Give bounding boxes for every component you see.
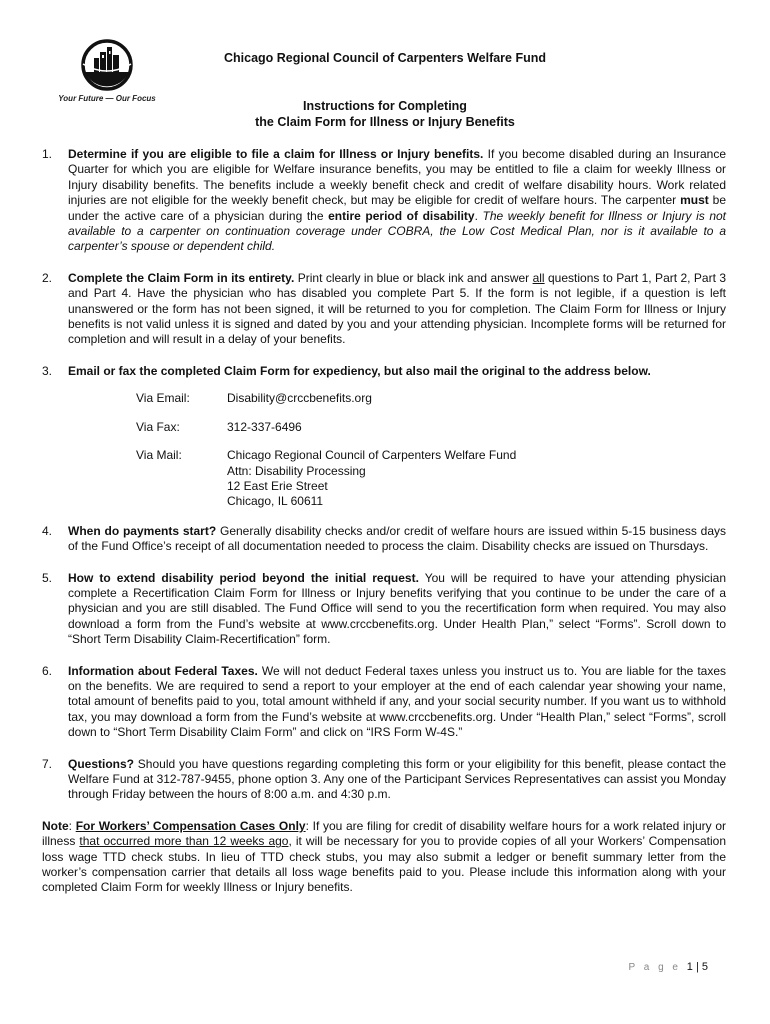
item-number: 1. (42, 147, 53, 161)
item-text: Print clearly in blue or black ink and answer (294, 270, 533, 285)
note-text: : If you are filing for credit of disability welfare hours for a work related injury or illness (42, 818, 726, 849)
item-text: If you become disabled during an Insurance Quarter for which you are eligible for Welfare insurance benefits, you may be entitled to file a claim for weekly Illness or Injury disability benefits. The benefits include a weekly benefit check and credit of welfare disability hours. Work related injuries are not eligible for the weekly benefit check, but may be eligible for credit of welfare hours. The carpenter (68, 147, 726, 208)
item-text: You will be required to have your attending physician complete a Recertification Claim Form for Illness or Injury benefits verifying that you continue to be under the care of a physician and you are still disabled. The Fund Office will send to you the recertification form when required. You may also download a form from the Fund’s website at www.crccbenefits.org. Under Health Plan,” select “Forms”. Scroll down to “Short Term Disability Claim-Recertification” form. (68, 570, 727, 647)
cobra-note: The weekly benefit for Illness or Injury is not available to a carpenter on continuation coverage under COBRA, the Low Cost Medical Plan, nor is it available to a carpenter’s spouse or dependent child. (68, 208, 727, 254)
item-text: Generally disability checks and/or credit of welfare hours are issued within 5-15 business days of the Fund Office’s receipt of all documentation needed to process the claim. Disability checks are issued on Thursdays. (68, 523, 726, 554)
mailing-address (227, 448, 516, 510)
item-heading: When do payments start? (68, 523, 217, 538)
item-number: 7. (42, 756, 53, 771)
note-label: Note (42, 818, 69, 833)
instruction-item-5 (42, 571, 726, 648)
document-title (0, 98, 770, 130)
logo-tagline: Your Future — Our Focus (58, 94, 156, 103)
page-footer (628, 961, 708, 973)
emphasis-must: must (680, 193, 709, 208)
emphasis-entire-period: entire period of disability (328, 208, 475, 223)
instruction-item-4 (42, 524, 726, 555)
item-text: questions to Part 1, Part 2, Part 3 and Part 4. Have the physician who has disabled you complete Part 5. If the form is not legible, if a question is left unanswered or the form has not been signed, it will be returned to you for completion. The Claim Form for Illness or Injury benefits is not valid unless it is signed and dated by you and your attending physician. Incomplete forms will be returned for completion and will result in a delay of your benefits. (68, 270, 727, 347)
fax-label: Via Fax: (136, 419, 180, 434)
fax-number: 312-337-6496 (227, 419, 302, 434)
address-line: Chicago Regional Council of Carpenters Welfare Fund (227, 448, 517, 463)
instruction-item-6 (42, 664, 726, 741)
address-line: Chicago, IL 60611 (227, 494, 324, 509)
item-text: Should you have questions regarding completing this form or your eligibility for this benefit, please contact the Welfare Fund at 312-787-9455, phone option 3. Any one of the Participant Services Representatives can assist you Monday through Friday between the hours of 8:00 a.m. and 4:30 p.m. (68, 756, 726, 802)
instruction-item-3 (42, 364, 726, 379)
note-colon: : (68, 818, 76, 833)
document-title-line2: the Claim Form for Illness or Injury Benefits (255, 115, 515, 129)
item-heading: Determine if you are eligible to file a claim for Illness or Injury benefits. (68, 147, 484, 161)
contact-block (136, 391, 726, 509)
item-number: 3. (42, 363, 53, 378)
item-number: 6. (42, 663, 53, 678)
item-number: 2. (42, 270, 53, 285)
instruction-item-2 (42, 271, 726, 348)
item-heading: Complete the Claim Form in its entirety. (68, 270, 295, 285)
email-label: Via Email: (136, 391, 190, 406)
item-heading: Information about Federal Taxes. (68, 663, 258, 678)
item-text: . (474, 208, 483, 223)
item-heading: Email or fax the completed Claim Form for expediency, but also mail the original to the address below. (68, 363, 651, 378)
page-word: P a g e (628, 962, 681, 973)
item-heading: Questions? (68, 756, 135, 771)
emphasis-all: all (532, 270, 545, 285)
contact-fax-row (136, 420, 726, 435)
skyline-emblem-icon (79, 38, 135, 92)
item-number: 4. (42, 523, 53, 538)
item-text: be under the active care of a physician during the (68, 193, 726, 223)
instruction-item-1 (42, 147, 726, 255)
contact-email-row (136, 391, 726, 406)
note-text: , it will be necessary for you to provide copies of all your Workers’ Compensation loss wage TTD check stubs. In lieu of TTD check stubs, you may also submit a ledger or benefit summary letter from the worker’s compensation carrier that details all loss wage benefits paid to you. Please include this information along with your completed Claim Form for weekly Illness or Injury benefits. (42, 834, 726, 895)
document-title-line1: Instructions for Completing (303, 99, 467, 113)
contact-mail-row (136, 448, 726, 510)
item-number: 5. (42, 570, 53, 585)
workers-comp-note (42, 819, 726, 896)
item-text: We will not deduct Federal taxes unless you instruct us to. You are liable for the taxes on the benefits. We are required to send a report to your employer at the end of each calendar year showing your name, total amount of benefits paid to you, total amount withheld if any, and your social security number. If you want us to withhold tax, you may download a form from the Fund’s website at www.crccbenefits.org. Under “Health Plan,” select “Forms”, scroll down to “Short Term Disability Claim Form” and click on “IRS Form W-4S.” (68, 663, 727, 740)
note-emphasis: that occurred more than 12 weeks ago (79, 834, 289, 849)
mail-label: Via Mail: (136, 448, 182, 463)
address-line: 12 East Erie Street (227, 478, 328, 493)
instruction-item-7 (42, 757, 726, 803)
page-number: 1 | 5 (686, 961, 708, 973)
email-address[interactable]: Disability@crccbenefits.org (227, 391, 372, 406)
address-line: Attn: Disability Processing (227, 463, 366, 478)
note-subject: For Workers’ Compensation Cases Only (75, 818, 306, 833)
instructions-body (42, 147, 726, 908)
organization-title: Chicago Regional Council of Carpenters Welfare Fund (223, 51, 547, 65)
item-heading: How to extend disability period beyond the initial request. (68, 570, 419, 585)
